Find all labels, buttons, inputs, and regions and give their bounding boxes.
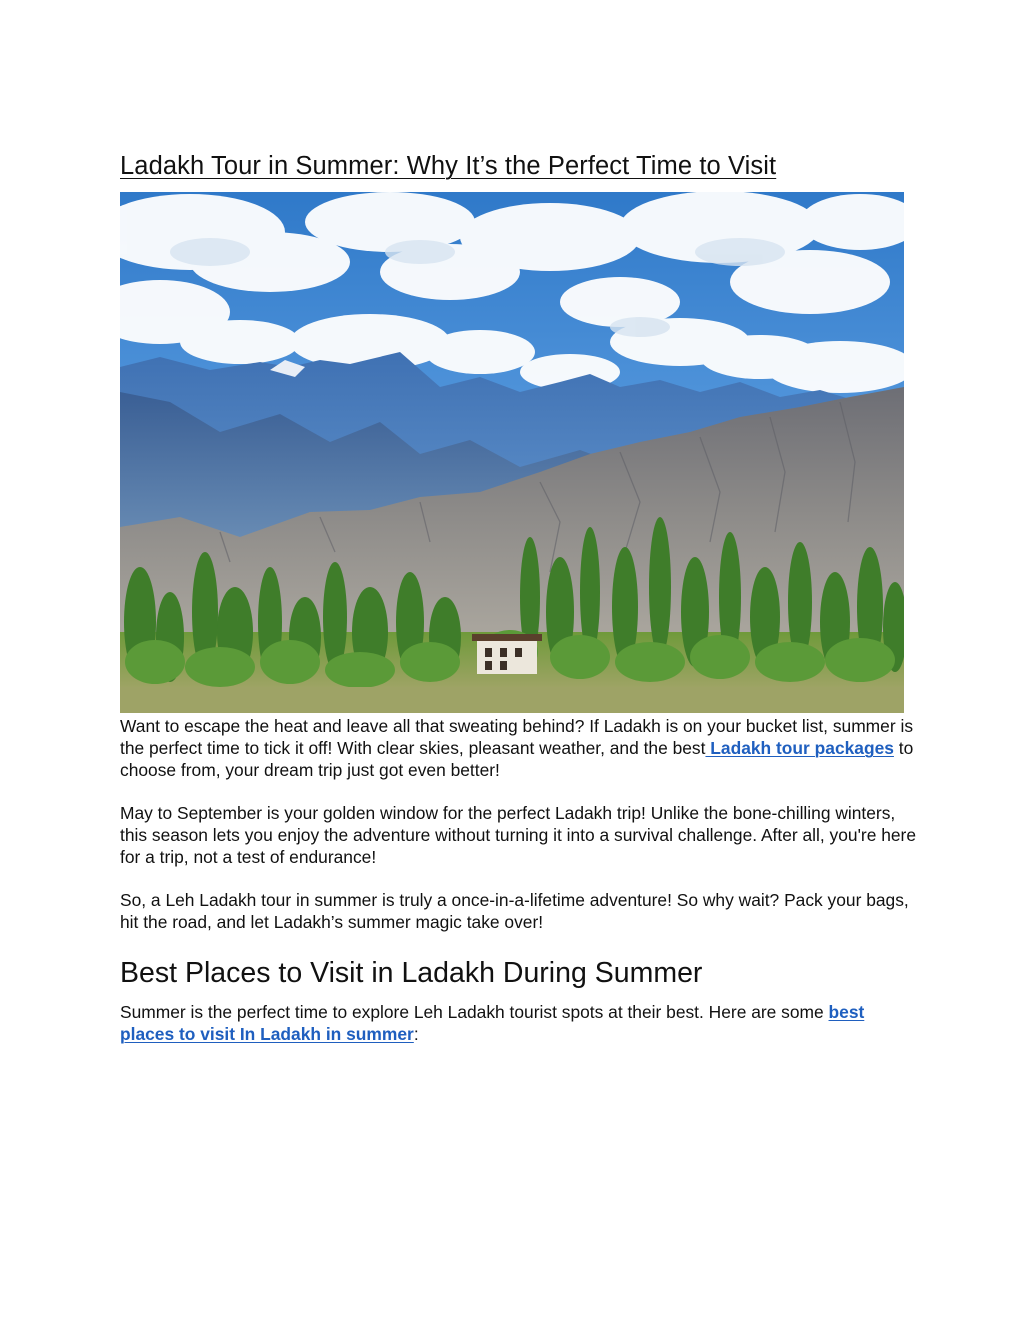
best-places-link[interactable]: best places to visit In Ladakh in summer — [120, 1002, 865, 1045]
summary-paragraph: So, a Leh Ladakh tour in summer is truly a once-in-a-lifetime adventure! So why wait? Pack your bags, hit the road, and let Ladakh’s summer magic take over! — [120, 890, 909, 933]
section-heading: Best Places to Visit in Ladakh During Summer — [120, 957, 703, 989]
document-title: Ladakh Tour in Summer: Why It’s the Perfect Time to Visit — [120, 152, 777, 180]
places-paragraph — [120, 1001, 920, 1045]
season-paragraph: May to September is your golden window for the perfect Ladakh trip! Unlike the bone-chilling winters, this season lets you enjoy the adventure without turning it into a survival challenge. After all, you're here for a trip, not a test of endurance! — [120, 803, 917, 868]
ladakh-landscape-image — [120, 192, 904, 713]
places-text: Summer is the perfect time to explore Leh Ladakh tourist spots at their best. Here are some — [120, 1002, 829, 1022]
intro-text: Want to escape the heat and leave all that sweating behind? If Ladakh is on your bucket list, summer is the perfect time to tick it off! With clear skies, pleasant weather, and the best — [120, 716, 914, 759]
intro-paragraph — [120, 715, 920, 782]
ladakh-tour-packages-link[interactable]: Ladakh tour packages — [705, 738, 894, 759]
intro-text-end: to choose from, your dream trip just got even better! — [120, 738, 914, 781]
places-text-end: : — [413, 1024, 419, 1045]
